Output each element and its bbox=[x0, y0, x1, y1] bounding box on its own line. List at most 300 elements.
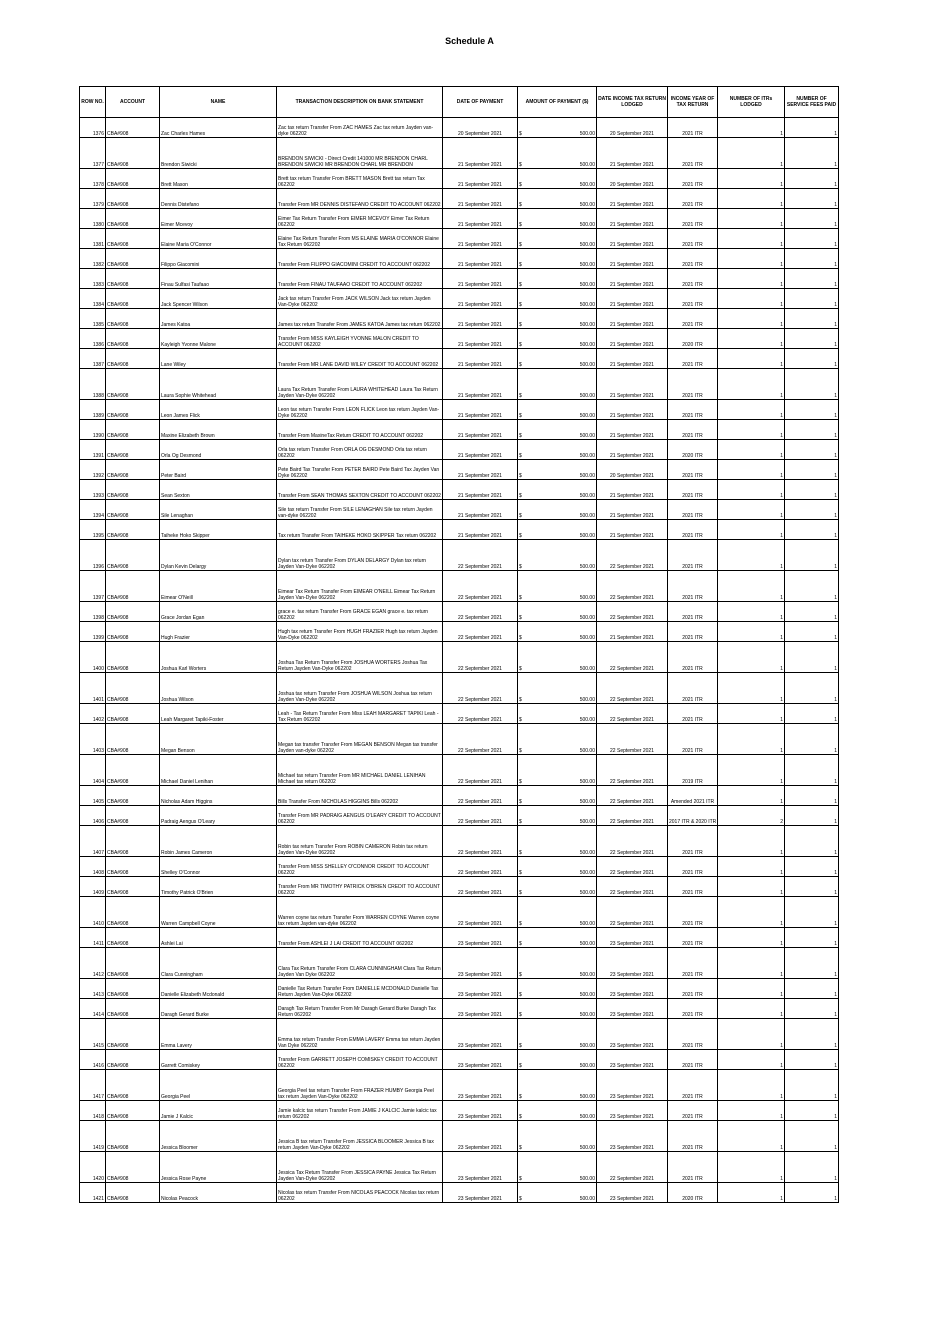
lodged-date-cell: 23 September 2021 bbox=[597, 1070, 668, 1101]
income-year-cell: 2021 ITR bbox=[668, 520, 718, 540]
table-row bbox=[80, 786, 839, 806]
amount-cell bbox=[518, 349, 597, 369]
income-year-cell: 2021 ITR bbox=[668, 704, 718, 724]
account-cell: CBA#908 bbox=[106, 480, 160, 500]
description-cell: Megan tax transfer Transfer From MEGAN BENSON Megan tax transfer Jayden van-dyke 062202 bbox=[277, 724, 443, 755]
description-cell: Daragh Tax Return Transfer From Mr Daragh Gerard Burke Daragh Tax Return 062202 bbox=[277, 999, 443, 1019]
name-cell: Elaine Maria O'Connor bbox=[160, 229, 277, 249]
lodged-date-cell: 21 September 2021 bbox=[597, 189, 668, 209]
itrs-lodged-cell: 1 bbox=[718, 520, 785, 540]
service-fees-cell: 1 bbox=[785, 673, 839, 704]
income-year-cell: 2021 ITR bbox=[668, 289, 718, 309]
account-cell: CBA#908 bbox=[106, 209, 160, 229]
service-fees-cell: 1 bbox=[785, 1070, 839, 1101]
description-cell: Transfer From GARRETT JOSEPH COMISKEY CREDIT TO ACCOUNT 062202 bbox=[277, 1050, 443, 1070]
income-year-cell: 2021 ITR bbox=[668, 1101, 718, 1121]
amount-cell bbox=[518, 500, 597, 520]
row-number: 1419 bbox=[80, 1121, 106, 1152]
income-year-cell: 2021 ITR bbox=[668, 138, 718, 169]
amount-value: 500.00 bbox=[579, 282, 595, 288]
account-cell: CBA#908 bbox=[106, 400, 160, 420]
payment-date-cell: 23 September 2021 bbox=[443, 1070, 518, 1101]
lodged-date-cell: 21 September 2021 bbox=[597, 229, 668, 249]
amount-cell bbox=[518, 1070, 597, 1101]
income-year-cell: 2021 ITR bbox=[668, 642, 718, 673]
lodged-date-cell: 22 September 2021 bbox=[597, 755, 668, 786]
service-fees-cell: 1 bbox=[785, 480, 839, 500]
payment-date-cell: 20 September 2021 bbox=[443, 118, 518, 138]
schedule-body bbox=[80, 118, 839, 1203]
service-fees-cell: 1 bbox=[785, 1050, 839, 1070]
service-fees-cell: 1 bbox=[785, 118, 839, 138]
amount-value: 500.00 bbox=[579, 413, 595, 419]
table-row bbox=[80, 928, 839, 948]
currency-symbol: $ bbox=[519, 595, 522, 601]
income-year-cell: 2021 ITR bbox=[668, 1070, 718, 1101]
amount-value: 500.00 bbox=[579, 362, 595, 368]
currency-symbol: $ bbox=[519, 282, 522, 288]
amount-value: 500.00 bbox=[579, 748, 595, 754]
lodged-date-cell: 22 September 2021 bbox=[597, 724, 668, 755]
payment-date-cell: 23 September 2021 bbox=[443, 1050, 518, 1070]
payment-date-cell: 21 September 2021 bbox=[443, 169, 518, 189]
account-cell: CBA#908 bbox=[106, 1152, 160, 1183]
lodged-date-cell: 23 September 2021 bbox=[597, 1121, 668, 1152]
itrs-lodged-cell: 1 bbox=[718, 189, 785, 209]
amount-cell bbox=[518, 520, 597, 540]
name-cell: Grace Jordan Egan bbox=[160, 602, 277, 622]
itrs-lodged-cell: 1 bbox=[718, 1050, 785, 1070]
payment-date-cell: 22 September 2021 bbox=[443, 724, 518, 755]
service-fees-cell: 1 bbox=[785, 857, 839, 877]
row-number: 1418 bbox=[80, 1101, 106, 1121]
payment-date-cell: 21 September 2021 bbox=[443, 500, 518, 520]
account-cell: CBA#908 bbox=[106, 460, 160, 480]
itrs-lodged-cell: 1 bbox=[718, 289, 785, 309]
lodged-date-cell: 23 September 2021 bbox=[597, 948, 668, 979]
amount-value: 500.00 bbox=[579, 635, 595, 641]
lodged-date-cell: 21 September 2021 bbox=[597, 249, 668, 269]
row-number: 1407 bbox=[80, 826, 106, 857]
lodged-date-cell: 21 September 2021 bbox=[597, 400, 668, 420]
name-cell: Leon James Flick bbox=[160, 400, 277, 420]
currency-symbol: $ bbox=[519, 453, 522, 459]
description-cell: Transfer From MR LANE DAVID WILEY CREDIT TO ACCOUNT 062202 bbox=[277, 349, 443, 369]
amount-cell bbox=[518, 1101, 597, 1121]
account-cell: CBA#908 bbox=[106, 826, 160, 857]
currency-symbol: $ bbox=[519, 393, 522, 399]
income-year-cell: 2021 ITR bbox=[668, 1121, 718, 1152]
row-number: 1411 bbox=[80, 928, 106, 948]
itrs-lodged-cell: 1 bbox=[718, 138, 785, 169]
account-cell: CBA#908 bbox=[106, 189, 160, 209]
service-fees-cell: 1 bbox=[785, 602, 839, 622]
name-cell: Emma Lavery bbox=[160, 1019, 277, 1050]
itrs-lodged-cell: 1 bbox=[718, 642, 785, 673]
payment-date-cell: 22 September 2021 bbox=[443, 786, 518, 806]
account-cell: CBA#908 bbox=[106, 1183, 160, 1203]
amount-value: 500.00 bbox=[579, 1012, 595, 1018]
table-row bbox=[80, 189, 839, 209]
description-cell: Georgia Peel tax return Transfer From FRAZER HUMBY Georgia Peel tax return Jayden Van-Dyke 062202 bbox=[277, 1070, 443, 1101]
income-year-cell: 2021 ITR bbox=[668, 724, 718, 755]
amount-cell bbox=[518, 806, 597, 826]
currency-symbol: $ bbox=[519, 850, 522, 856]
currency-symbol: $ bbox=[519, 413, 522, 419]
lodged-date-cell: 20 September 2021 bbox=[597, 169, 668, 189]
currency-symbol: $ bbox=[519, 1145, 522, 1151]
service-fees-cell: 1 bbox=[785, 420, 839, 440]
currency-symbol: $ bbox=[519, 564, 522, 570]
description-cell: Transfer From MR DENNIS DISTEFANO CREDIT TO ACCOUNT 062202 bbox=[277, 189, 443, 209]
name-cell: Taiheke Hoko Skipper bbox=[160, 520, 277, 540]
description-cell: Nicolas tax return Transfer From NICOLAS PEACOCK Nicolas tax return 062202 bbox=[277, 1183, 443, 1203]
amount-cell bbox=[518, 755, 597, 786]
amount-cell bbox=[518, 602, 597, 622]
lodged-date-cell: 22 September 2021 bbox=[597, 897, 668, 928]
lodged-date-cell: 21 September 2021 bbox=[597, 309, 668, 329]
itrs-lodged-cell: 1 bbox=[718, 786, 785, 806]
service-fees-cell: 1 bbox=[785, 289, 839, 309]
amount-value: 500.00 bbox=[579, 242, 595, 248]
income-year-cell: 2021 ITR bbox=[668, 857, 718, 877]
row-number: 1388 bbox=[80, 369, 106, 400]
row-number: 1400 bbox=[80, 642, 106, 673]
description-cell: Elaine Tax Return Transfer From MS ELAINE MARIA O'CONNOR Elaine Tax Return 062202 bbox=[277, 229, 443, 249]
table-row bbox=[80, 673, 839, 704]
itrs-lodged-cell: 1 bbox=[718, 673, 785, 704]
service-fees-cell: 1 bbox=[785, 1101, 839, 1121]
account-cell: CBA#908 bbox=[106, 138, 160, 169]
lodged-date-cell: 22 September 2021 bbox=[597, 857, 668, 877]
service-fees-cell: 1 bbox=[785, 806, 839, 826]
lodged-date-cell: 23 September 2021 bbox=[597, 999, 668, 1019]
currency-symbol: $ bbox=[519, 513, 522, 519]
income-year-cell: 2021 ITR bbox=[668, 1152, 718, 1183]
table-row bbox=[80, 309, 839, 329]
account-cell: CBA#908 bbox=[106, 1019, 160, 1050]
payment-date-cell: 22 September 2021 bbox=[443, 642, 518, 673]
description-cell: Sile tax return Transfer From SILE LENAGHAN Sile tax return Jayden van-dyke 062202 bbox=[277, 500, 443, 520]
income-year-cell: 2020 ITR bbox=[668, 440, 718, 460]
description-cell: Laura Tax Return Transfer From LAURA WHITEHEAD Laura Tax Return Jayden Van-Dyke 062202 bbox=[277, 369, 443, 400]
income-year-cell: 2021 ITR bbox=[668, 169, 718, 189]
row-number: 1406 bbox=[80, 806, 106, 826]
itrs-lodged-cell: 1 bbox=[718, 1183, 785, 1203]
account-cell: CBA#908 bbox=[106, 349, 160, 369]
name-cell: Brendon Siwicki bbox=[160, 138, 277, 169]
amount-cell bbox=[518, 269, 597, 289]
account-cell: CBA#908 bbox=[106, 249, 160, 269]
service-fees-cell: 1 bbox=[785, 329, 839, 349]
table-row bbox=[80, 622, 839, 642]
lodged-date-cell: 22 September 2021 bbox=[597, 704, 668, 724]
payment-date-cell: 22 September 2021 bbox=[443, 755, 518, 786]
income-year-cell: 2021 ITR bbox=[668, 420, 718, 440]
account-cell: CBA#908 bbox=[106, 704, 160, 724]
service-fees-cell: 1 bbox=[785, 979, 839, 999]
table-row bbox=[80, 857, 839, 877]
payment-date-cell: 21 September 2021 bbox=[443, 460, 518, 480]
service-fees-cell: 1 bbox=[785, 1019, 839, 1050]
itrs-lodged-cell: 1 bbox=[718, 440, 785, 460]
amount-cell bbox=[518, 1183, 597, 1203]
row-number: 1395 bbox=[80, 520, 106, 540]
amount-value: 500.00 bbox=[579, 453, 595, 459]
amount-cell bbox=[518, 249, 597, 269]
amount-cell bbox=[518, 979, 597, 999]
amount-value: 500.00 bbox=[579, 717, 595, 723]
income-year-cell: 2021 ITR bbox=[668, 948, 718, 979]
lodged-date-cell: 21 September 2021 bbox=[597, 520, 668, 540]
currency-symbol: $ bbox=[519, 533, 522, 539]
itrs-lodged-cell: 1 bbox=[718, 999, 785, 1019]
currency-symbol: $ bbox=[519, 182, 522, 188]
amount-cell bbox=[518, 1121, 597, 1152]
amount-value: 500.00 bbox=[579, 1145, 595, 1151]
currency-symbol: $ bbox=[519, 697, 522, 703]
account-cell: CBA#908 bbox=[106, 642, 160, 673]
name-cell: Jack Spencer Wilson bbox=[160, 289, 277, 309]
service-fees-cell: 1 bbox=[785, 138, 839, 169]
table-row bbox=[80, 999, 839, 1019]
description-cell: Michael tax return Transfer From MR MICHAEL DANIEL LENIHAN Michael tax return 062202 bbox=[277, 755, 443, 786]
table-row bbox=[80, 349, 839, 369]
account-cell: CBA#908 bbox=[106, 1070, 160, 1101]
description-cell: BRENDON SIWICKI - Direct Credit 141000 MR BRENDON CHARL BRENDON SIWICKI MR BRENDON CHARL MR BRENDON bbox=[277, 138, 443, 169]
table-row bbox=[80, 877, 839, 897]
name-cell: Garrett Comiskey bbox=[160, 1050, 277, 1070]
itrs-lodged-cell: 1 bbox=[718, 857, 785, 877]
currency-symbol: $ bbox=[519, 222, 522, 228]
amount-cell bbox=[518, 704, 597, 724]
row-number: 1386 bbox=[80, 329, 106, 349]
row-number: 1415 bbox=[80, 1019, 106, 1050]
name-cell: Filippo Giacomini bbox=[160, 249, 277, 269]
amount-value: 500.00 bbox=[579, 182, 595, 188]
itrs-lodged-cell: 1 bbox=[718, 249, 785, 269]
income-year-cell: 2020 ITR bbox=[668, 329, 718, 349]
amount-value: 500.00 bbox=[579, 1063, 595, 1069]
account-cell: CBA#908 bbox=[106, 269, 160, 289]
currency-symbol: $ bbox=[519, 202, 522, 208]
currency-symbol: $ bbox=[519, 717, 522, 723]
currency-symbol: $ bbox=[519, 362, 522, 368]
payment-date-cell: 23 September 2021 bbox=[443, 1183, 518, 1203]
description-cell: James tax return Transfer From JAMES KATOA James tax return 062202 bbox=[277, 309, 443, 329]
row-number: 1385 bbox=[80, 309, 106, 329]
table-row bbox=[80, 1050, 839, 1070]
amount-value: 500.00 bbox=[579, 533, 595, 539]
currency-symbol: $ bbox=[519, 131, 522, 137]
amount-value: 500.00 bbox=[579, 1094, 595, 1100]
income-year-cell: 2021 ITR bbox=[668, 369, 718, 400]
currency-symbol: $ bbox=[519, 870, 522, 876]
income-year-cell: 2021 ITR bbox=[668, 249, 718, 269]
name-cell: Peter Baird bbox=[160, 460, 277, 480]
currency-symbol: $ bbox=[519, 635, 522, 641]
lodged-date-cell: 23 September 2021 bbox=[597, 1183, 668, 1203]
amount-value: 500.00 bbox=[579, 850, 595, 856]
payment-date-cell: 21 September 2021 bbox=[443, 480, 518, 500]
description-cell: Robin tax return Transfer From ROBIN CAMERON Robin tax return Jayden Van-Dyke 062202 bbox=[277, 826, 443, 857]
itrs-lodged-cell: 1 bbox=[718, 460, 785, 480]
itrs-lodged-cell: 1 bbox=[718, 755, 785, 786]
amount-value: 500.00 bbox=[579, 1196, 595, 1202]
table-row bbox=[80, 897, 839, 928]
itrs-lodged-cell: 1 bbox=[718, 169, 785, 189]
service-fees-cell: 1 bbox=[785, 724, 839, 755]
row-number: 1392 bbox=[80, 460, 106, 480]
service-fees-cell: 1 bbox=[785, 571, 839, 602]
row-number: 1380 bbox=[80, 209, 106, 229]
itrs-lodged-cell: 1 bbox=[718, 1070, 785, 1101]
table-row bbox=[80, 460, 839, 480]
lodged-date-cell: 21 September 2021 bbox=[597, 269, 668, 289]
amount-value: 500.00 bbox=[579, 222, 595, 228]
row-number: 1416 bbox=[80, 1050, 106, 1070]
service-fees-cell: 1 bbox=[785, 400, 839, 420]
name-cell: Warren Campbell Coyne bbox=[160, 897, 277, 928]
description-cell: Jack tax return Transfer From JACK WILSON Jack tax return Jayden Van-Dyke 062202 bbox=[277, 289, 443, 309]
header-amount: AMOUNT OF PAYMENT ($) bbox=[518, 87, 597, 118]
row-number: 1394 bbox=[80, 500, 106, 520]
service-fees-cell: 1 bbox=[785, 928, 839, 948]
header-name: NAME bbox=[160, 87, 277, 118]
name-cell: Eimer Mcevoy bbox=[160, 209, 277, 229]
income-year-cell: 2021 ITR bbox=[668, 999, 718, 1019]
service-fees-cell: 1 bbox=[785, 826, 839, 857]
lodged-date-cell: 20 September 2021 bbox=[597, 118, 668, 138]
description-cell: Transfer From MaxineTax Return CREDIT TO ACCOUNT 062202 bbox=[277, 420, 443, 440]
header-lodged-date: DATE INCOME TAX RETURN LODGED bbox=[597, 87, 668, 118]
currency-symbol: $ bbox=[519, 1063, 522, 1069]
payment-date-cell: 22 September 2021 bbox=[443, 602, 518, 622]
name-cell: Clara Cunningham bbox=[160, 948, 277, 979]
income-year-cell: 2021 ITR bbox=[668, 979, 718, 999]
service-fees-cell: 1 bbox=[785, 622, 839, 642]
itrs-lodged-cell: 1 bbox=[718, 897, 785, 928]
name-cell: Megan Benson bbox=[160, 724, 277, 755]
payment-date-cell: 23 September 2021 bbox=[443, 999, 518, 1019]
row-number: 1383 bbox=[80, 269, 106, 289]
account-cell: CBA#908 bbox=[106, 786, 160, 806]
service-fees-cell: 1 bbox=[785, 309, 839, 329]
currency-symbol: $ bbox=[519, 302, 522, 308]
row-number: 1389 bbox=[80, 400, 106, 420]
amount-cell bbox=[518, 400, 597, 420]
itrs-lodged-cell: 1 bbox=[718, 1101, 785, 1121]
amount-cell bbox=[518, 289, 597, 309]
payment-date-cell: 21 September 2021 bbox=[443, 209, 518, 229]
table-row bbox=[80, 1152, 839, 1183]
amount-cell bbox=[518, 857, 597, 877]
header-payment-date: DATE OF PAYMENT bbox=[443, 87, 518, 118]
service-fees-cell: 1 bbox=[785, 500, 839, 520]
income-year-cell: 2021 ITR bbox=[668, 571, 718, 602]
table-row bbox=[80, 540, 839, 571]
payment-date-cell: 23 September 2021 bbox=[443, 928, 518, 948]
row-number: 1404 bbox=[80, 755, 106, 786]
amount-value: 500.00 bbox=[579, 202, 595, 208]
account-cell: CBA#908 bbox=[106, 897, 160, 928]
description-cell: Transfer From ASHLEI J LAI CREDIT TO ACCOUNT 062202 bbox=[277, 928, 443, 948]
income-year-cell: 2021 ITR bbox=[668, 1050, 718, 1070]
lodged-date-cell: 22 September 2021 bbox=[597, 673, 668, 704]
account-cell: CBA#908 bbox=[106, 118, 160, 138]
row-number: 1398 bbox=[80, 602, 106, 622]
table-row bbox=[80, 500, 839, 520]
income-year-cell: 2021 ITR bbox=[668, 189, 718, 209]
amount-value: 500.00 bbox=[579, 513, 595, 519]
income-year-cell: 2021 ITR bbox=[668, 269, 718, 289]
payment-date-cell: 21 September 2021 bbox=[443, 289, 518, 309]
row-number: 1405 bbox=[80, 786, 106, 806]
currency-symbol: $ bbox=[519, 666, 522, 672]
currency-symbol: $ bbox=[519, 262, 522, 268]
service-fees-cell: 1 bbox=[785, 1183, 839, 1203]
account-cell: CBA#908 bbox=[106, 169, 160, 189]
amount-cell bbox=[518, 1019, 597, 1050]
amount-cell bbox=[518, 229, 597, 249]
income-year-cell: 2017 ITR & 2020 ITR bbox=[668, 806, 718, 826]
row-number: 1397 bbox=[80, 571, 106, 602]
row-number: 1390 bbox=[80, 420, 106, 440]
amount-value: 500.00 bbox=[579, 595, 595, 601]
amount-cell bbox=[518, 826, 597, 857]
description-cell: Joshua tax return Transfer From JOSHUA WILSON Joshua tax return Jayden Van-Dyke 062202 bbox=[277, 673, 443, 704]
currency-symbol: $ bbox=[519, 433, 522, 439]
name-cell: Shelley O'Connor bbox=[160, 857, 277, 877]
table-row bbox=[80, 724, 839, 755]
amount-cell bbox=[518, 369, 597, 400]
income-year-cell: 2021 ITR bbox=[668, 897, 718, 928]
name-cell: Maxine Elizabeth Brown bbox=[160, 420, 277, 440]
table-row bbox=[80, 118, 839, 138]
description-cell: Transfer From FILIPPO GIACOMINI CREDIT TO ACCOUNT 062202 bbox=[277, 249, 443, 269]
amount-value: 500.00 bbox=[579, 262, 595, 268]
currency-symbol: $ bbox=[519, 748, 522, 754]
amount-cell bbox=[518, 540, 597, 571]
lodged-date-cell: 21 September 2021 bbox=[597, 289, 668, 309]
currency-symbol: $ bbox=[519, 162, 522, 168]
service-fees-cell: 1 bbox=[785, 189, 839, 209]
payment-date-cell: 23 September 2021 bbox=[443, 1121, 518, 1152]
lodged-date-cell: 21 September 2021 bbox=[597, 440, 668, 460]
name-cell: Finau Sulfasi Taufaao bbox=[160, 269, 277, 289]
amount-value: 500.00 bbox=[579, 1043, 595, 1049]
itrs-lodged-cell: 1 bbox=[718, 400, 785, 420]
income-year-cell: 2021 ITR bbox=[668, 928, 718, 948]
table-row bbox=[80, 369, 839, 400]
amount-value: 500.00 bbox=[579, 1176, 595, 1182]
name-cell: Danielle Elizabeth Mcdonald bbox=[160, 979, 277, 999]
currency-symbol: $ bbox=[519, 1114, 522, 1120]
payment-date-cell: 22 September 2021 bbox=[443, 571, 518, 602]
row-number: 1409 bbox=[80, 877, 106, 897]
name-cell: Laura Sophie Whitehead bbox=[160, 369, 277, 400]
currency-symbol: $ bbox=[519, 799, 522, 805]
lodged-date-cell: 22 September 2021 bbox=[597, 826, 668, 857]
row-number: 1381 bbox=[80, 229, 106, 249]
itrs-lodged-cell: 1 bbox=[718, 480, 785, 500]
income-year-cell: 2021 ITR bbox=[668, 826, 718, 857]
service-fees-cell: 1 bbox=[785, 349, 839, 369]
itrs-lodged-cell: 1 bbox=[718, 826, 785, 857]
table-row bbox=[80, 642, 839, 673]
row-number: 1377 bbox=[80, 138, 106, 169]
description-cell: Dylan tax return Transfer From DYLAN DELARGY Dylan tax return Jayden Van-Dyke 062202 bbox=[277, 540, 443, 571]
